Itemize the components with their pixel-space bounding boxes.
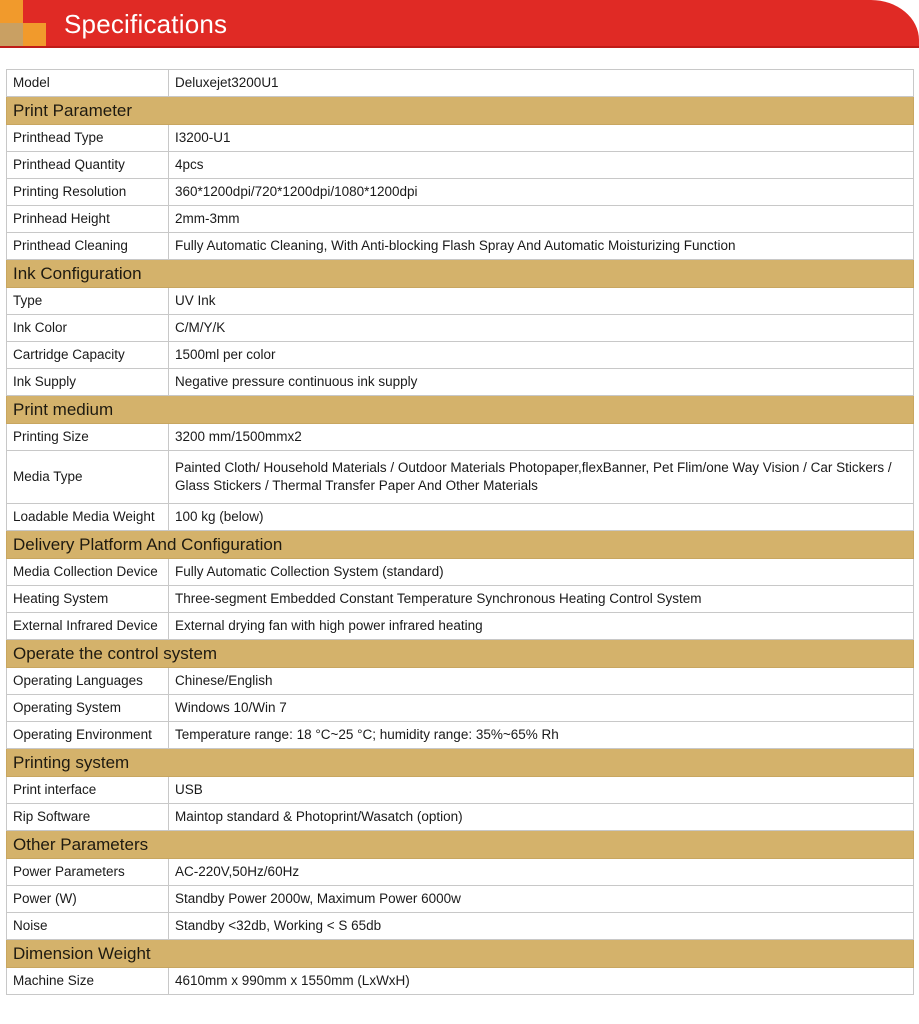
row-label: Model: [7, 70, 169, 97]
specifications-table: [6, 69, 914, 995]
table-row: [7, 424, 914, 451]
table-row: [7, 913, 914, 940]
row-label: Operating System: [7, 695, 169, 722]
row-label: Ink Supply: [7, 369, 169, 396]
row-label: Heating System: [7, 586, 169, 613]
table-row: [7, 152, 914, 179]
decorative-square-icon: [0, 0, 23, 23]
section-header: Dimension Weight: [7, 940, 914, 968]
table-row: [7, 206, 914, 233]
table-row: [7, 342, 914, 369]
row-label: Power Parameters: [7, 859, 169, 886]
row-label: Rip Software: [7, 804, 169, 831]
table-row: [7, 722, 914, 749]
header-banner: [0, 0, 919, 48]
table-row: [7, 451, 914, 504]
row-value: External drying fan with high power infrared heating: [169, 613, 914, 640]
table-row: [7, 125, 914, 152]
row-value: I3200-U1: [169, 125, 914, 152]
table-row: [7, 859, 914, 886]
row-value: AC-220V,50Hz/60Hz: [169, 859, 914, 886]
row-label: Operating Languages: [7, 668, 169, 695]
row-label: Ink Color: [7, 315, 169, 342]
row-label: Noise: [7, 913, 169, 940]
row-value: Chinese/English: [169, 668, 914, 695]
table-row: [7, 369, 914, 396]
section-header: Print Parameter: [7, 97, 914, 125]
row-label: Printing Size: [7, 424, 169, 451]
row-label: Cartridge Capacity: [7, 342, 169, 369]
table-row: [7, 804, 914, 831]
row-value: 3200 mm/1500mmx2: [169, 424, 914, 451]
row-value: Temperature range: 18 °C~25 °C; humidity range: 35%~65% Rh: [169, 722, 914, 749]
table-row: [7, 886, 914, 913]
row-value: C/M/Y/K: [169, 315, 914, 342]
table-row: [7, 968, 914, 995]
row-value: Maintop standard & Photoprint/Wasatch (option): [169, 804, 914, 831]
table-row: [7, 586, 914, 613]
row-label: Type: [7, 288, 169, 315]
row-value: Painted Cloth/ Household Materials / Outdoor Materials Photopaper,flexBanner, Pet Flim/one Way Vision / Car Stickers / Glass Stickers / Thermal Transfer Paper And Other Materials: [169, 451, 914, 504]
page-title: Specifications: [64, 9, 228, 39]
row-value: 4610mm x 990mm x 1550mm (LxWxH): [169, 968, 914, 995]
row-label: Media Type: [7, 451, 169, 504]
row-label: Printing Resolution: [7, 179, 169, 206]
row-label: Power (W): [7, 886, 169, 913]
row-value: USB: [169, 777, 914, 804]
row-label: Operating Environment: [7, 722, 169, 749]
row-label: Loadable Media Weight: [7, 504, 169, 531]
row-label: Print interface: [7, 777, 169, 804]
table-row: [7, 315, 914, 342]
table-row-model: [7, 70, 914, 97]
table-row: [7, 613, 914, 640]
decorative-square-icon: [23, 23, 46, 46]
row-label: Printhead Type: [7, 125, 169, 152]
decorative-square-icon: [0, 23, 23, 46]
row-label: Prinhead Height: [7, 206, 169, 233]
table-row: [7, 777, 914, 804]
row-value: 360*1200dpi/720*1200dpi/1080*1200dpi: [169, 179, 914, 206]
section-header: Other Parameters: [7, 831, 914, 859]
row-value: Fully Automatic Collection System (standard): [169, 559, 914, 586]
row-label: Machine Size: [7, 968, 169, 995]
row-value: 2mm-3mm: [169, 206, 914, 233]
section-header: Printing system: [7, 749, 914, 777]
table-row: [7, 559, 914, 586]
row-label: Printhead Quantity: [7, 152, 169, 179]
row-value: Windows 10/Win 7: [169, 695, 914, 722]
row-value: UV Ink: [169, 288, 914, 315]
row-value: 1500ml per color: [169, 342, 914, 369]
row-label: Media Collection Device: [7, 559, 169, 586]
row-value: Fully Automatic Cleaning, With Anti-blocking Flash Spray And Automatic Moisturizing Function: [169, 233, 914, 260]
section-header: Delivery Platform And Configuration: [7, 531, 914, 559]
table-row: [7, 288, 914, 315]
section-header: Ink Configuration: [7, 260, 914, 288]
section-header: Operate the control system: [7, 640, 914, 668]
row-label: External Infrared Device: [7, 613, 169, 640]
row-value: Negative pressure continuous ink supply: [169, 369, 914, 396]
section-header: Print medium: [7, 396, 914, 424]
table-row: [7, 179, 914, 206]
table-row: [7, 233, 914, 260]
row-value: Standby Power 2000w, Maximum Power 6000w: [169, 886, 914, 913]
row-value: 4pcs: [169, 152, 914, 179]
row-value: Three-segment Embedded Constant Temperature Synchronous Heating Control System: [169, 586, 914, 613]
row-value: Standby <32db, Working < S 65db: [169, 913, 914, 940]
table-row: [7, 668, 914, 695]
row-value: 100 kg (below): [169, 504, 914, 531]
row-value: Deluxejet3200U1: [169, 70, 914, 97]
row-label: Printhead Cleaning: [7, 233, 169, 260]
table-row: [7, 695, 914, 722]
table-row: [7, 504, 914, 531]
